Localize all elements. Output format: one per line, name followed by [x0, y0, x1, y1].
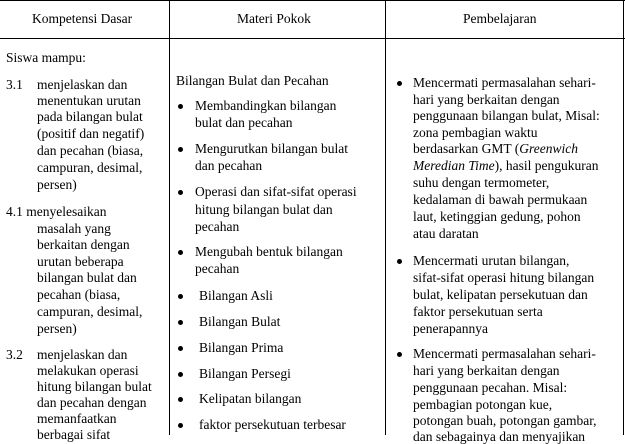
- pembelajaran-line: suhu dengan termometer,: [413, 175, 550, 190]
- header-kompetensi-dasar: Kompetensi Dasar: [32, 11, 133, 26]
- kd-3-1-line: campuran, desimal,: [37, 160, 143, 175]
- kd-3-2-line: memanfaatkan: [37, 411, 117, 426]
- pembelajaran-text: ), hasil pengukuran: [494, 158, 599, 173]
- bullet-icon: [178, 423, 183, 428]
- pembelajaran-line-with-italic: [413, 159, 598, 173]
- pembelajaran-italic-term: Meredian Time: [413, 158, 495, 173]
- kd-4-1-line: urutan beberapa: [37, 254, 124, 269]
- pembelajaran-line: dan sebagainya dan menyajikan: [413, 429, 586, 444]
- bullet-icon: [178, 372, 183, 377]
- kd-4-1-first-line: 4.1 menyelesaikan: [6, 204, 107, 219]
- pembelajaran-line: hari yang berkaitan dengan: [413, 92, 560, 107]
- pembelajaran-line: Mencermati permasalahan sehari-: [413, 346, 596, 361]
- kd-3-1-line: dan pecahan (biasa,: [37, 143, 144, 158]
- bullet-icon: [178, 397, 183, 402]
- kd-4-1-line: bilangan bulat dan: [37, 270, 137, 285]
- pembelajaran-line: sifat-sifat operasi hitung bilangan: [413, 270, 595, 285]
- materi-item-line: hitung bilangan bulat dan: [195, 202, 333, 217]
- pembelajaran-line: penerapannya: [413, 321, 488, 336]
- bullet-icon: [397, 259, 402, 264]
- pembelajaran-line: bulat, kelipatan persekutuan dan: [413, 287, 588, 302]
- kd-4-1-line: berkaitan dengan: [37, 237, 130, 252]
- pembelajaran-line: pembagian potongan kue,: [413, 397, 553, 412]
- materi-item-line: Membandingkan bilangan: [195, 98, 337, 113]
- column-divider-1: [169, 0, 170, 435]
- kd-3-2-line: berbagai sifat: [37, 427, 111, 442]
- bullet-icon: [178, 147, 183, 152]
- kd-3-2-line: hitung bilangan bulat: [37, 379, 152, 394]
- bullet-icon: [178, 346, 183, 351]
- kd-3-1-line: persen): [37, 177, 77, 192]
- kd-3-2-number: 3.2: [6, 347, 23, 362]
- pembelajaran-italic-term: Greenwich: [519, 141, 578, 156]
- materi-item-line: Mengurutkan bilangan bulat: [195, 141, 348, 156]
- kd-intro: Siswa mampu:: [6, 50, 86, 65]
- materi-item-line: Mengubah bentuk bilangan: [195, 244, 343, 259]
- kd-3-1-line: menentukan urutan: [37, 93, 141, 108]
- pembelajaran-line: penggunaan bilangan bulat, Misal:: [413, 108, 600, 123]
- kd-4-1-line: pecahan (biasa,: [37, 287, 121, 302]
- kd-3-1-line: pada bilangan bulat: [37, 109, 143, 124]
- materi-item-line: pecahan: [195, 219, 240, 234]
- pembelajaran-line: faktor persekutuan serta: [413, 304, 543, 319]
- pembelajaran-line: atau daratan: [413, 226, 479, 241]
- materi-item-line: Bilangan Prima: [199, 340, 284, 355]
- bullet-icon: [397, 352, 402, 357]
- materi-item-line: Bilangan Persegi: [199, 366, 291, 381]
- kd-3-2-line: melakukan operasi: [37, 363, 139, 378]
- kd-3-1-line: (positif dan negatif): [37, 126, 145, 141]
- kd-4-1-line: masalah yang: [37, 221, 111, 236]
- materi-item-line: Kelipatan bilangan: [199, 391, 302, 406]
- materi-item-line: Bilangan Asli: [199, 288, 273, 303]
- column-divider-2: [385, 0, 386, 435]
- pembelajaran-line: laut, ketinggian gedung, pohon: [413, 209, 581, 224]
- pembelajaran-line: Mencermati permasalahan sehari-: [413, 75, 596, 90]
- materi-item-line: pecahan: [195, 261, 240, 276]
- header-divider: [0, 38, 625, 39]
- bullet-icon: [178, 294, 183, 299]
- pembelajaran-line-with-italic: [413, 142, 578, 156]
- kd-4-1-line: persen): [37, 321, 77, 336]
- materi-item-line: dan pecahan: [195, 158, 263, 173]
- header-materi-pokok: Materi Pokok: [237, 11, 311, 26]
- materi-title: Bilangan Bulat dan Pecahan: [176, 73, 329, 88]
- kd-4-1-line: campuran, desimal,: [37, 304, 143, 319]
- bullet-icon: [178, 250, 183, 255]
- bullet-icon: [178, 190, 183, 195]
- bullet-icon: [397, 81, 402, 86]
- kd-3-2-line: dan pecahan dengan: [37, 395, 147, 410]
- pembelajaran-line: zona pembagian waktu: [413, 125, 538, 140]
- pembelajaran-text: berdasarkan GMT (: [413, 141, 520, 156]
- header-pembelajaran: Pembelajaran: [463, 11, 537, 26]
- kd-3-2-line: menjelaskan dan: [37, 347, 128, 362]
- kd-3-1-line: menjelaskan dan: [37, 77, 128, 92]
- pembelajaran-line: hari yang berkaitan dengan: [413, 363, 560, 378]
- pembelajaran-line: penggunaan pecahan. Misal:: [413, 380, 568, 395]
- materi-item-line: Bilangan Bulat: [199, 314, 281, 329]
- table-border-top: [0, 0, 625, 1]
- materi-item-line: Operasi dan sifat-sifat operasi: [195, 184, 357, 199]
- bullet-icon: [178, 104, 183, 109]
- pembelajaran-line: kedalaman di bawah permukaan: [413, 192, 588, 207]
- materi-item-line: bulat dan pecahan: [195, 115, 293, 130]
- pembelajaran-line: Mencermati urutan bilangan,: [413, 253, 570, 268]
- bullet-icon: [178, 320, 183, 325]
- materi-item-line: faktor persekutuan terbesar: [199, 417, 346, 432]
- pembelajaran-line: potongan buah, potongan gambar,: [413, 413, 597, 428]
- table-border-right: [623, 0, 624, 435]
- kd-3-1-number: 3.1: [6, 77, 23, 92]
